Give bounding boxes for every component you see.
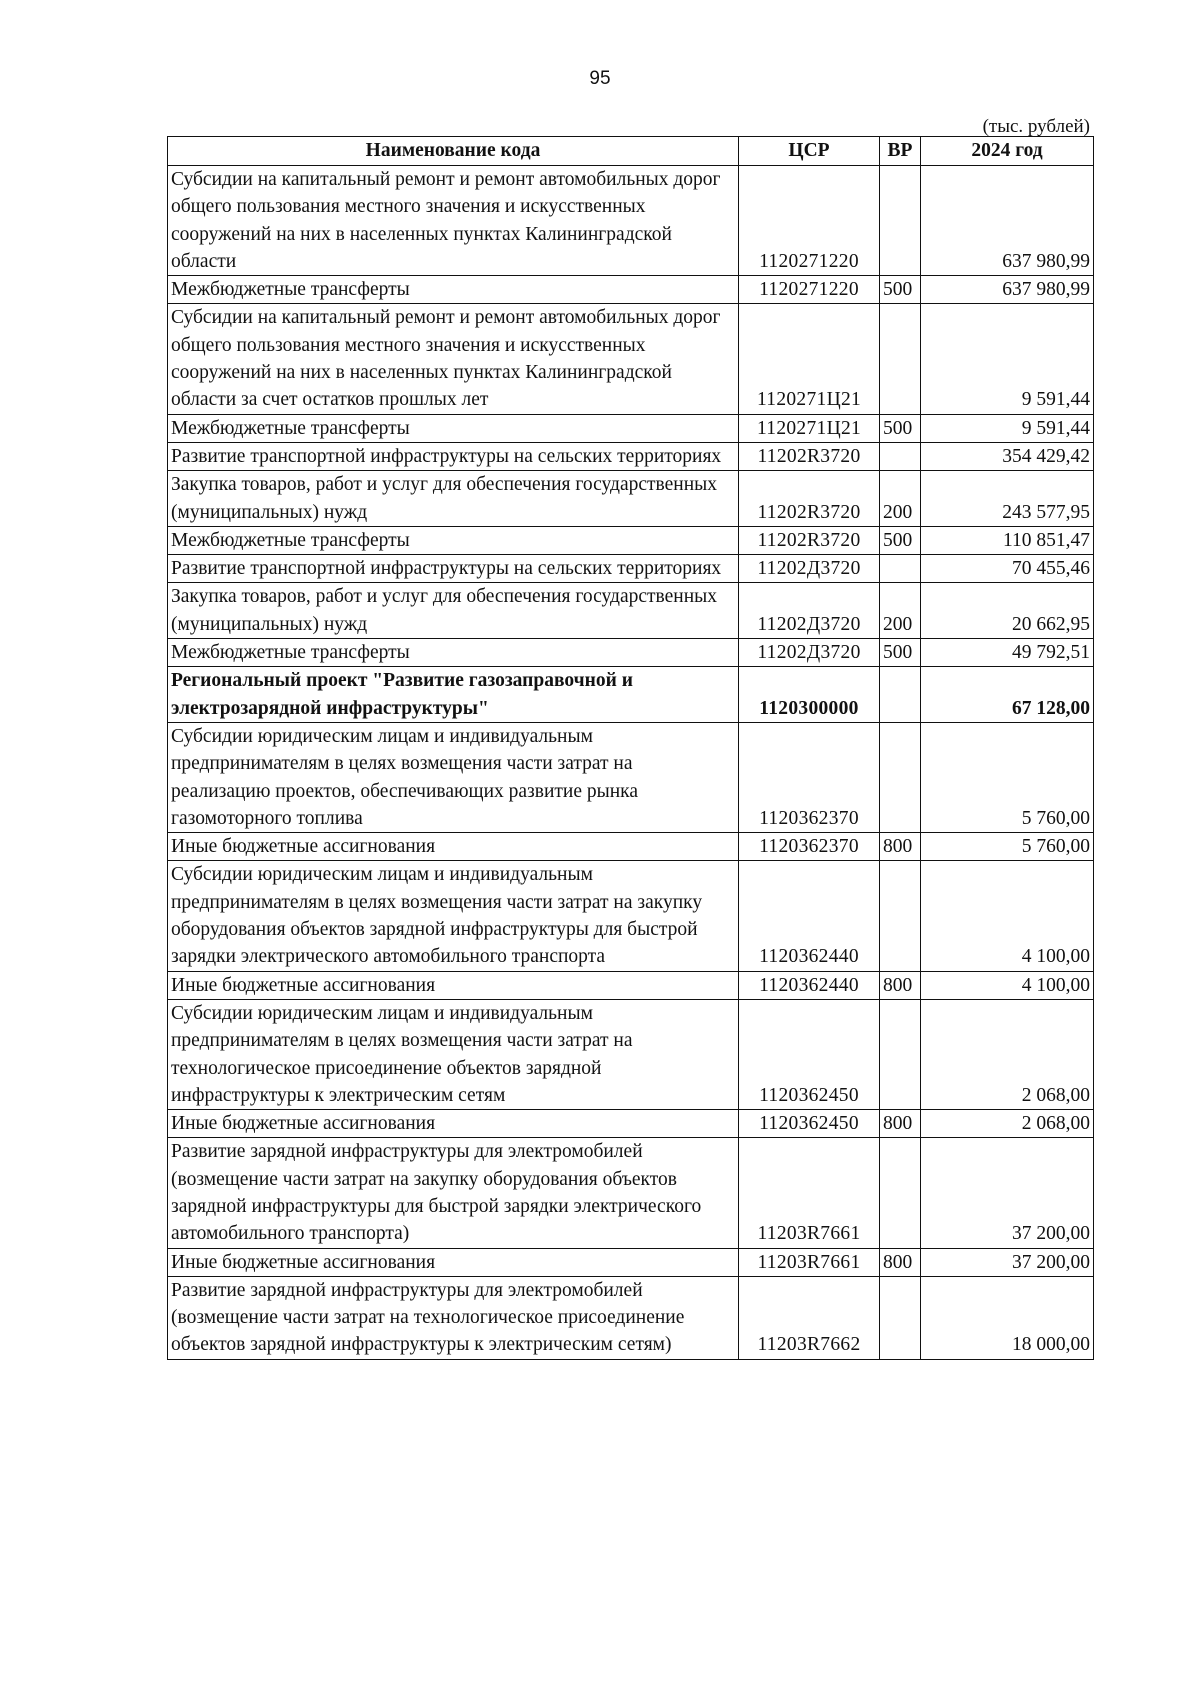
- cell-vr: [880, 722, 921, 832]
- table-row: [168, 1138, 1094, 1248]
- cell-name: Межбюджетные трансферты: [168, 414, 739, 442]
- cell-sum: 9 591,44: [921, 304, 1094, 414]
- cell-csr: 11202Д3720: [739, 583, 880, 639]
- table-row: [168, 555, 1094, 583]
- header-sum: 2024 год: [921, 137, 1094, 166]
- table-row: [168, 639, 1094, 667]
- cell-csr: 11202R3720: [739, 442, 880, 470]
- cell-sum: 5 760,00: [921, 722, 1094, 832]
- cell-csr: 1120362440: [739, 971, 880, 999]
- cell-vr: 800: [880, 833, 921, 861]
- table-row: [168, 1248, 1094, 1276]
- cell-vr: [880, 442, 921, 470]
- table-row: [168, 722, 1094, 832]
- cell-sum: 637 980,99: [921, 276, 1094, 304]
- cell-csr: 11202Д3720: [739, 555, 880, 583]
- units-label: (тыс. рублей): [982, 116, 1090, 137]
- cell-csr: 1120271220: [739, 166, 880, 276]
- cell-sum: 37 200,00: [921, 1248, 1094, 1276]
- cell-vr: 500: [880, 276, 921, 304]
- cell-name: Субсидии на капитальный ремонт и ремонт автомобильных дорог общего пользования местного значения и искусственных сооружений на них в населенных пунктах Калининградской области за счет остатков прошлых лет: [168, 304, 739, 414]
- table-row: [168, 583, 1094, 639]
- cell-sum: 4 100,00: [921, 861, 1094, 971]
- cell-name: Субсидии на капитальный ремонт и ремонт автомобильных дорог общего пользования местного значения и искусственных сооружений на них в населенных пунктах Калининградской области: [168, 166, 739, 276]
- cell-name: Иные бюджетные ассигнования: [168, 1110, 739, 1138]
- cell-sum: 49 792,51: [921, 639, 1094, 667]
- cell-csr: 11203R7661: [739, 1248, 880, 1276]
- table-row: [168, 833, 1094, 861]
- cell-name: Развитие зарядной инфраструктуры для электромобилей (возмещение части затрат на закупку оборудования объектов зарядной инфраструктуры для быстрой зарядки электрического автомобильного транспорта): [168, 1138, 739, 1248]
- table-row: [168, 667, 1094, 723]
- cell-csr: 1120271220: [739, 276, 880, 304]
- cell-vr: 200: [880, 471, 921, 527]
- header-name: Наименование кода: [168, 137, 739, 166]
- cell-sum: 637 980,99: [921, 166, 1094, 276]
- table-row: [168, 414, 1094, 442]
- cell-vr: [880, 999, 921, 1109]
- table-row: [168, 442, 1094, 470]
- header-csr: ЦСР: [739, 137, 880, 166]
- cell-name: Развитие транспортной инфраструктуры на сельских территориях: [168, 555, 739, 583]
- table-row: [168, 166, 1094, 276]
- cell-csr: 1120362370: [739, 722, 880, 832]
- cell-csr: 1120362450: [739, 1110, 880, 1138]
- table-row: [168, 526, 1094, 554]
- cell-vr: 800: [880, 971, 921, 999]
- cell-csr: 1120362370: [739, 833, 880, 861]
- cell-csr: 1120362440: [739, 861, 880, 971]
- cell-csr: 1120271Ц21: [739, 304, 880, 414]
- table-row: [168, 999, 1094, 1109]
- cell-vr: 800: [880, 1110, 921, 1138]
- budget-table: [167, 136, 1094, 1360]
- cell-csr: 11202R3720: [739, 471, 880, 527]
- cell-csr: 11203R7661: [739, 1138, 880, 1248]
- cell-csr: 11202R3720: [739, 526, 880, 554]
- table-row: [168, 1110, 1094, 1138]
- cell-sum: 9 591,44: [921, 414, 1094, 442]
- cell-name: Межбюджетные трансферты: [168, 526, 739, 554]
- cell-name: Развитие транспортной инфраструктуры на сельских территориях: [168, 442, 739, 470]
- table-row: [168, 276, 1094, 304]
- cell-name: Региональный проект "Развитие газозаправочной и электрозарядной инфраструктуры": [168, 667, 739, 723]
- cell-sum: 110 851,47: [921, 526, 1094, 554]
- cell-sum: 67 128,00: [921, 667, 1094, 723]
- cell-sum: 2 068,00: [921, 999, 1094, 1109]
- cell-sum: 18 000,00: [921, 1276, 1094, 1359]
- table-row: [168, 1276, 1094, 1359]
- cell-sum: 70 455,46: [921, 555, 1094, 583]
- table-row: [168, 971, 1094, 999]
- cell-sum: 4 100,00: [921, 971, 1094, 999]
- table-header-row: [168, 137, 1094, 166]
- cell-csr: 1120271Ц21: [739, 414, 880, 442]
- cell-csr: 1120300000: [739, 667, 880, 723]
- page-number: 95: [589, 68, 611, 89]
- cell-vr: [880, 555, 921, 583]
- cell-vr: [880, 1276, 921, 1359]
- cell-name: Субсидии юридическим лицам и индивидуальным предпринимателям в целях возмещения части затрат на закупку оборудования объектов зарядной инфраструктуры для быстрой зарядки электрического автомобильного транспорта: [168, 861, 739, 971]
- cell-csr: 11202Д3720: [739, 639, 880, 667]
- cell-sum: 2 068,00: [921, 1110, 1094, 1138]
- cell-vr: [880, 1138, 921, 1248]
- cell-vr: 800: [880, 1248, 921, 1276]
- cell-name: Иные бюджетные ассигнования: [168, 1248, 739, 1276]
- cell-csr: 1120362450: [739, 999, 880, 1109]
- cell-sum: 37 200,00: [921, 1138, 1094, 1248]
- cell-vr: [880, 166, 921, 276]
- cell-vr: [880, 667, 921, 723]
- cell-name: Иные бюджетные ассигнования: [168, 833, 739, 861]
- cell-name: Межбюджетные трансферты: [168, 276, 739, 304]
- table-body: [168, 166, 1094, 1360]
- cell-name: Субсидии юридическим лицам и индивидуальным предпринимателям в целях возмещения части затрат на технологическое присоединение объектов зарядной инфраструктуры к электрическим сетям: [168, 999, 739, 1109]
- cell-vr: 500: [880, 639, 921, 667]
- cell-name: Иные бюджетные ассигнования: [168, 971, 739, 999]
- cell-vr: 500: [880, 414, 921, 442]
- header-vr: ВР: [880, 137, 921, 166]
- cell-name: Субсидии юридическим лицам и индивидуальным предпринимателям в целях возмещения части затрат на реализацию проектов, обеспечивающих развитие рынка газомоторного топлива: [168, 722, 739, 832]
- cell-sum: 354 429,42: [921, 442, 1094, 470]
- cell-vr: 500: [880, 526, 921, 554]
- cell-name: Закупка товаров, работ и услуг для обеспечения государственных (муниципальных) нужд: [168, 471, 739, 527]
- cell-sum: 5 760,00: [921, 833, 1094, 861]
- cell-vr: 200: [880, 583, 921, 639]
- cell-sum: 20 662,95: [921, 583, 1094, 639]
- cell-name: Закупка товаров, работ и услуг для обеспечения государственных (муниципальных) нужд: [168, 583, 739, 639]
- table-row: [168, 861, 1094, 971]
- table-row: [168, 471, 1094, 527]
- cell-sum: 243 577,95: [921, 471, 1094, 527]
- cell-name: Развитие зарядной инфраструктуры для электромобилей (возмещение части затрат на технологическое присоединение объектов зарядной инфраструктуры к электрическим сетям): [168, 1276, 739, 1359]
- cell-vr: [880, 304, 921, 414]
- cell-vr: [880, 861, 921, 971]
- table-row: [168, 304, 1094, 414]
- cell-name: Межбюджетные трансферты: [168, 639, 739, 667]
- cell-csr: 11203R7662: [739, 1276, 880, 1359]
